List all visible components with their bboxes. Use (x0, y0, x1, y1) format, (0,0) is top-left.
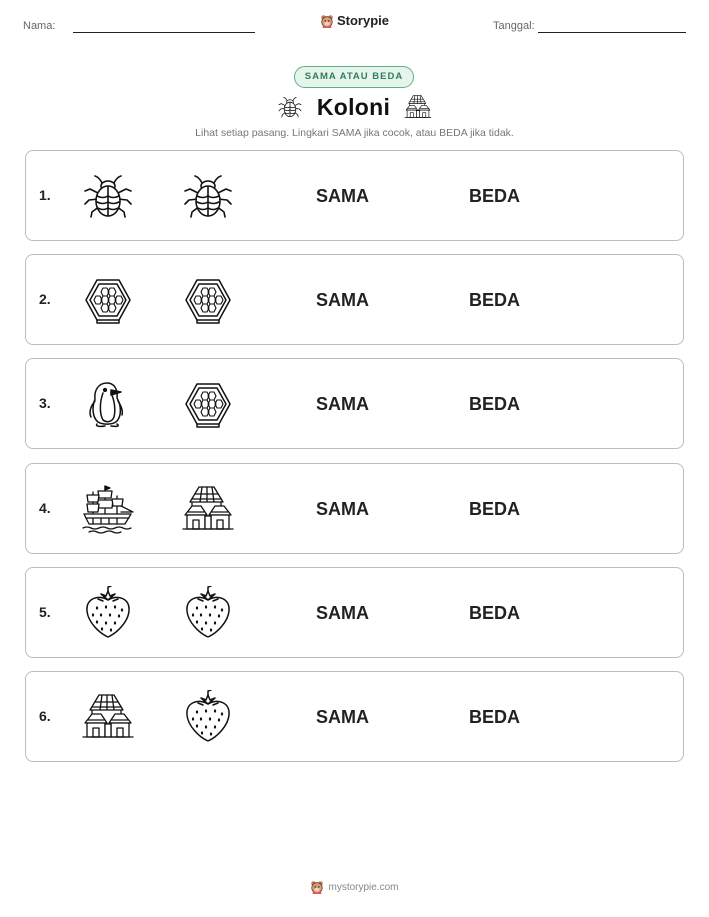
option-same[interactable]: SAMA (316, 498, 369, 519)
option-different[interactable]: BEDA (469, 707, 521, 727)
huts-icon (81, 690, 135, 744)
question-number: 2. (39, 291, 51, 308)
strawberry-icon (81, 586, 135, 640)
beetle-icon (181, 169, 235, 223)
question-number: 3. (39, 395, 51, 412)
option-same[interactable]: SAMA (316, 394, 369, 415)
strawberry-icon (181, 586, 235, 640)
option-different[interactable]: BEDA (469, 394, 521, 415)
storypie-mascot-icon (310, 880, 324, 894)
question-number: 1. (39, 187, 51, 203)
honeycomb-icon (181, 377, 235, 431)
footer-url: mystorypie.com (328, 881, 399, 893)
question-card (25, 358, 684, 449)
option-same[interactable]: SAMA (316, 290, 369, 311)
option-different[interactable]: BEDA (469, 186, 521, 206)
question-card (25, 567, 684, 658)
name-line[interactable] (73, 32, 255, 33)
instructions: Lihat setiap pasang. Lingkari SAMA jika cocok, atau BEDA jika tidak. (195, 127, 514, 139)
date-label: Tanggal: (493, 20, 535, 32)
brand-name: Storypie (336, 13, 389, 28)
question-number: 4. (39, 499, 51, 516)
brand (0, 13, 709, 31)
ship-icon (81, 482, 135, 536)
page-title: Koloni (316, 93, 391, 120)
beetle-icon (81, 169, 135, 223)
beetle-icon (277, 94, 303, 120)
huts-icon (181, 482, 235, 536)
strawberry-icon (181, 690, 235, 744)
option-different[interactable]: BEDA (469, 602, 521, 623)
option-same[interactable]: SAMA (316, 186, 369, 206)
storypie-mascot-icon (320, 14, 334, 28)
option-different[interactable]: BEDA (469, 290, 521, 311)
name-label: Nama: (23, 20, 56, 32)
question-card (25, 254, 684, 345)
option-same[interactable]: SAMA (316, 602, 369, 623)
question-number: 6. (39, 708, 51, 724)
activity-badge: SAMA ATAU BEDA (294, 66, 414, 88)
footer (0, 880, 709, 897)
option-same[interactable]: SAMA (316, 707, 369, 727)
question-number: 5. (39, 603, 51, 620)
date-line[interactable] (538, 32, 686, 33)
option-different[interactable]: BEDA (469, 498, 521, 519)
question-card (25, 463, 684, 554)
penguin-icon (81, 377, 135, 431)
huts-icon (404, 93, 432, 121)
honeycomb-icon (181, 273, 235, 327)
question-card (25, 150, 684, 241)
title-row (0, 92, 709, 122)
honeycomb-icon (81, 273, 135, 327)
question-card (25, 671, 684, 762)
